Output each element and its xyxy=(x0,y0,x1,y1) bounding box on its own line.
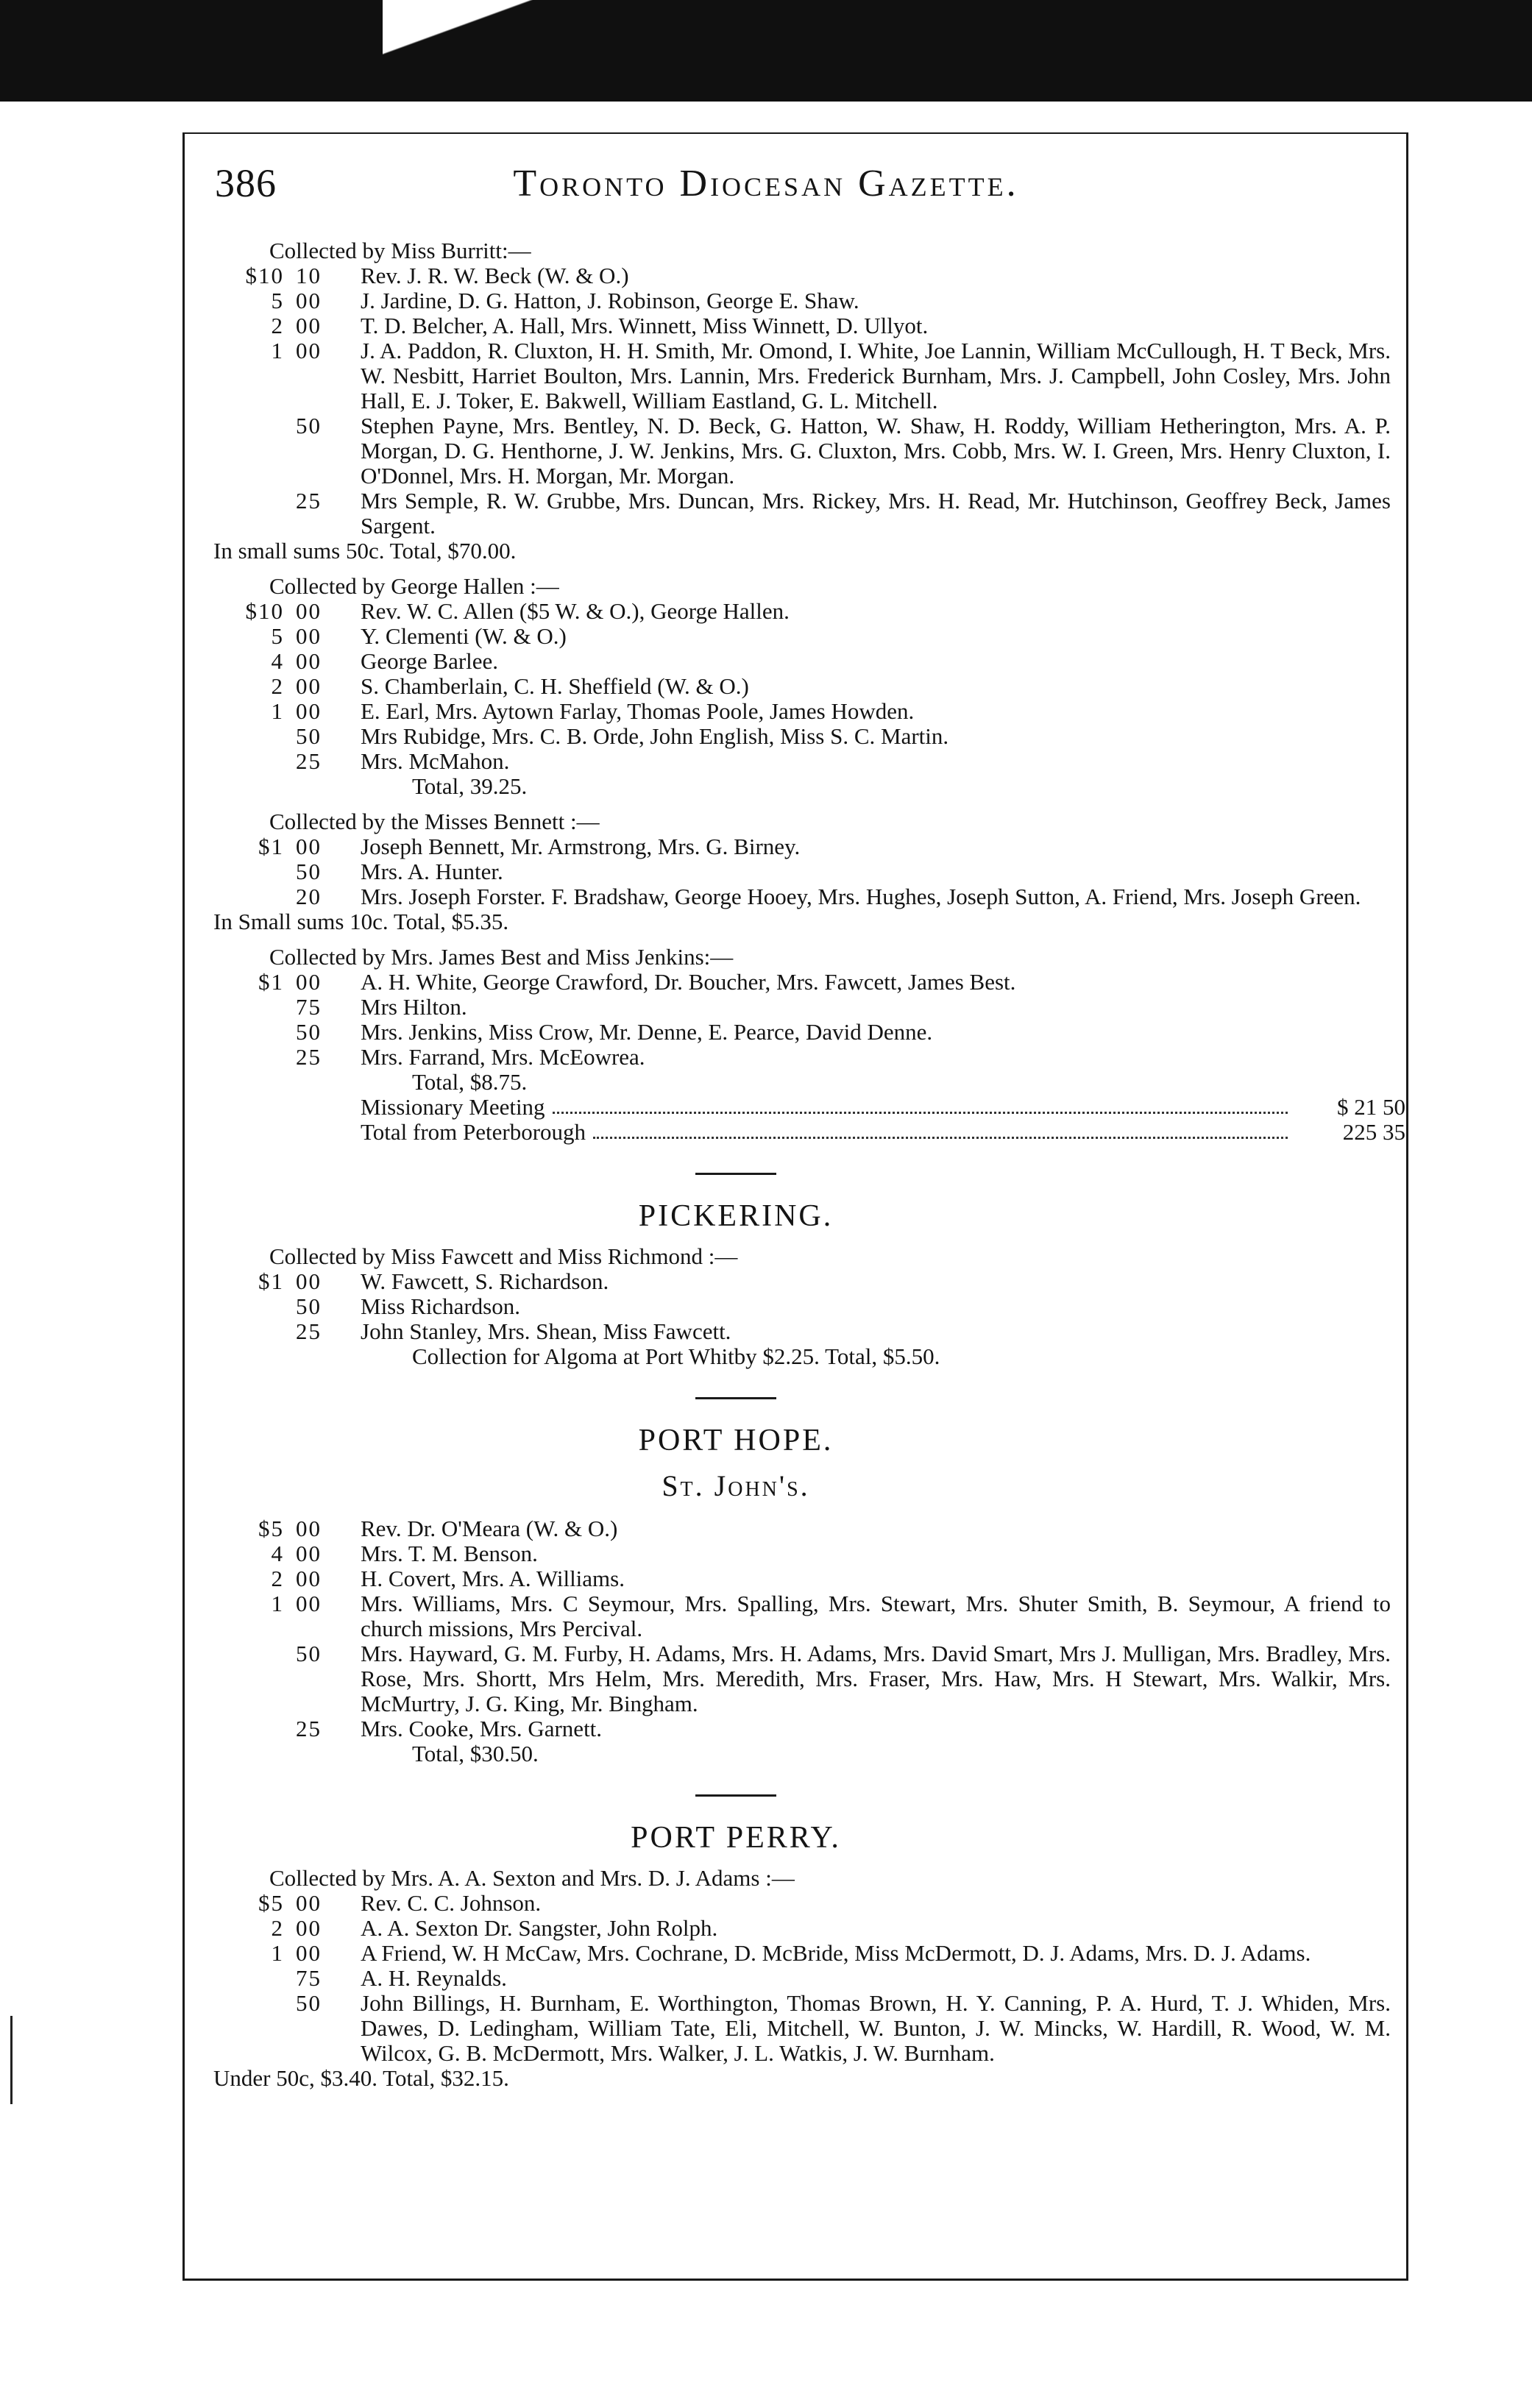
leader-dots xyxy=(593,1120,1288,1139)
cent-amount: 50 xyxy=(296,1641,322,1666)
cent-amount: 50 xyxy=(296,1990,322,2016)
list-item xyxy=(213,624,1391,649)
cent-amount: 00 xyxy=(296,673,322,699)
dollar-amount: $1 xyxy=(258,969,284,995)
donor-names: Mrs. Farrand, Mrs. McEowrea. xyxy=(361,1044,645,1070)
dollar-amount: 1 xyxy=(271,338,284,363)
donor-names: Rev. Dr. O'Meara (W. & O.) xyxy=(361,1516,618,1541)
donor-names: A Friend, W. H McCaw, Mrs. Cochrane, D. McBride, Miss McDermott, D. J. Adams, Mrs. D. J. Adams. xyxy=(361,1940,1311,1966)
donor-names: J. Jardine, D. G. Hatton, J. Robinson, George E. Shaw. xyxy=(361,288,859,313)
cent-amount: 50 xyxy=(296,1019,322,1045)
donor-names: Mrs. Hayward, G. M. Furby, H. Adams, Mrs. H. Adams, Mrs. David Smart, Mrs J. Mulligan, Mrs. Bradley, Mrs. Rose, Mrs. Shortt, Mrs Helm, Mrs. Meredith, Mrs. Fraser, Mrs. Haw, Mrs. H Stewart, Mrs. Walkir, Mrs. McMurtry, J. G. King, Mr. Bingham. xyxy=(361,1641,1391,1716)
list-item xyxy=(213,995,1391,1020)
section-divider xyxy=(695,1794,776,1797)
dollar-amount: 5 xyxy=(271,288,284,313)
cent-amount: 00 xyxy=(296,648,322,674)
cent-amount: 00 xyxy=(296,313,322,338)
list-item xyxy=(213,1269,1391,1294)
list-item xyxy=(213,834,1391,859)
donor-names: S. Chamberlain, C. H. Sheffield (W. & O.) xyxy=(361,673,749,699)
donor-names: Mrs. A. Hunter. xyxy=(361,859,503,884)
list-item xyxy=(213,1716,1391,1741)
collection-group-burritt xyxy=(213,238,1391,564)
group-footer: In small sums 50c. Total, $70.00. xyxy=(213,538,517,564)
section-heading: PICKERING. xyxy=(638,1199,834,1233)
list-item xyxy=(213,1045,1391,1070)
list-item xyxy=(213,699,1391,724)
donor-names: Rev. J. R. W. Beck (W. & O.) xyxy=(361,263,629,288)
collector-line: Collected by Mrs. A. A. Sexton and Mrs. D. J. Adams :— xyxy=(269,1865,795,1891)
list-item xyxy=(213,313,1391,338)
list-item xyxy=(213,1941,1391,1966)
cent-amount: 50 xyxy=(296,1293,322,1319)
list-item xyxy=(213,749,1391,774)
cent-amount: 00 xyxy=(296,698,322,724)
collection-group-hallen xyxy=(213,574,1391,799)
cent-amount: 00 xyxy=(296,338,322,363)
donor-names: George Barlee. xyxy=(361,648,499,674)
donor-names: Mrs. T. M. Benson. xyxy=(361,1541,538,1566)
group-total: Total, $8.75. xyxy=(412,1069,528,1095)
donor-names: Joseph Bennett, Mr. Armstrong, Mrs. G. Birney. xyxy=(361,834,801,859)
section-heading: PORT PERRY. xyxy=(631,1821,841,1855)
section-heading: PORT HOPE. xyxy=(638,1424,834,1457)
cent-amount: 75 xyxy=(296,1965,322,1991)
list-item xyxy=(213,884,1391,909)
cent-amount: 00 xyxy=(296,1541,322,1566)
dollar-amount: 5 xyxy=(271,623,284,649)
cent-amount: 50 xyxy=(296,859,322,884)
donor-names: J. A. Paddon, R. Cluxton, H. H. Smith, Mr. Omond, I. White, Joe Lannin, William McCullough, H. T Beck, Mrs. W. Nesbitt, Harriet Boulton, Mrs. Lannin, Mrs. Frederick Burnham, Mrs. J. Campbell, John Cosley, Mrs. John Hall, E. J. Toker, E. Bakwell, William Eastland, G. L. Mitchell. xyxy=(361,338,1391,413)
list-item xyxy=(213,1541,1391,1566)
cent-amount: 00 xyxy=(296,1890,322,1916)
peterborough-total-row xyxy=(361,1120,1405,1145)
page-number: 386 xyxy=(215,161,277,205)
cent-amount: 00 xyxy=(296,598,322,624)
cent-amount: 00 xyxy=(296,1566,322,1591)
donor-names: A. H. White, George Crawford, Dr. Boucher, Mrs. Fawcett, James Best. xyxy=(361,969,1016,995)
group-total: Total, 39.25. xyxy=(412,773,528,799)
donor-names: John Stanley, Mrs. Shean, Miss Fawcett. xyxy=(361,1318,731,1344)
dollar-amount: $5 xyxy=(258,1890,284,1916)
cent-amount: 00 xyxy=(296,834,322,859)
cent-amount: 00 xyxy=(296,288,322,313)
donor-names: Mrs. Jenkins, Miss Crow, Mr. Denne, E. Pearce, David Denne. xyxy=(361,1019,933,1045)
donor-names: Mrs Rubidge, Mrs. C. B. Orde, John English, Miss S. C. Martin. xyxy=(361,723,949,749)
missionary-meeting-value: $ 21 50 xyxy=(1337,1094,1405,1120)
dollar-amount: $10 xyxy=(245,598,284,624)
cent-amount: 00 xyxy=(296,1591,322,1616)
collector-line: Collected by the Misses Bennett :— xyxy=(269,809,600,834)
peterborough-total-label: Total from Peterborough xyxy=(361,1119,586,1145)
donor-names: A. H. Reynalds. xyxy=(361,1965,507,1991)
scan-fold-mark xyxy=(383,0,559,88)
list-item xyxy=(213,859,1391,884)
list-item xyxy=(213,338,1391,413)
donor-names: Mrs. Cooke, Mrs. Garnett. xyxy=(361,1716,603,1741)
page-content xyxy=(213,228,1405,2091)
donor-names: Miss Richardson. xyxy=(361,1293,520,1319)
donor-names: Y. Clementi (W. & O.) xyxy=(361,623,567,649)
cent-amount: 00 xyxy=(296,969,322,995)
collector-line: Collected by George Hallen :— xyxy=(269,573,559,599)
cent-amount: 00 xyxy=(296,1915,322,1941)
list-item xyxy=(213,1966,1391,1991)
list-item xyxy=(213,1891,1391,1916)
list-item xyxy=(213,1591,1391,1641)
list-item xyxy=(213,1991,1391,2066)
cent-amount: 75 xyxy=(296,994,322,1020)
peterborough-total-value: 225 35 xyxy=(1342,1119,1405,1145)
list-item xyxy=(213,1566,1391,1591)
list-item xyxy=(213,1020,1391,1045)
dollar-amount: 1 xyxy=(271,1591,284,1616)
donor-names: Stephen Payne, Mrs. Bentley, N. D. Beck, G. Hatton, W. Shaw, H. Roddy, William Hetherington, Mrs. A. P. Morgan, D. G. Henthorne, J. W. Jenkins, Mrs. G. Cluxton, Mrs. Cobb, Mrs. W. I. Green, Mrs. Henry Cluxton, I. O'Donnel, Mrs. H. Morgan, Mr. Morgan. xyxy=(361,413,1391,489)
list-item xyxy=(213,970,1391,995)
cent-amount: 00 xyxy=(296,1516,322,1541)
collection-group-bennett xyxy=(213,809,1391,934)
collector-line: Collected by Mrs. James Best and Miss Jenkins:— xyxy=(269,944,734,970)
dollar-amount: $5 xyxy=(258,1516,284,1541)
collector-line: Collected by Miss Fawcett and Miss Richmond :— xyxy=(269,1243,738,1269)
cent-amount: 50 xyxy=(296,723,322,749)
missionary-meeting-row xyxy=(361,1095,1405,1120)
cent-amount: 25 xyxy=(296,1044,322,1070)
collection-group-best-jenkins xyxy=(213,944,1405,1145)
port-perry-section xyxy=(213,1866,1391,2091)
list-item xyxy=(213,1641,1391,1716)
missionary-meeting-label: Missionary Meeting xyxy=(361,1094,545,1120)
section-divider xyxy=(695,1397,776,1399)
list-item xyxy=(213,1916,1391,1941)
donor-names: Mrs. Williams, Mrs. C Seymour, Mrs. Spalling, Mrs. Stewart, Mrs. Shuter Smith, B. Seymour, A friend to church missions, Mrs Percival. xyxy=(361,1591,1391,1641)
group-total: Total, $30.50. xyxy=(412,1741,539,1766)
dollar-amount: 2 xyxy=(271,313,284,338)
dollar-amount: $1 xyxy=(258,1268,284,1294)
donor-names: E. Earl, Mrs. Aytown Farlay, Thomas Poole, James Howden. xyxy=(361,698,915,724)
dollar-amount: 4 xyxy=(271,1541,284,1566)
cent-amount: 25 xyxy=(296,488,322,514)
donor-names: Mrs. McMahon. xyxy=(361,748,510,774)
list-item xyxy=(213,263,1391,288)
dollar-amount: 1 xyxy=(271,698,284,724)
list-item xyxy=(213,288,1391,313)
port-hope-section xyxy=(213,1516,1391,1766)
leader-dots xyxy=(553,1095,1288,1114)
section-divider xyxy=(695,1173,776,1175)
donor-names: A. A. Sexton Dr. Sangster, John Rolph. xyxy=(361,1915,718,1941)
list-item xyxy=(213,1516,1391,1541)
cent-amount: 20 xyxy=(296,884,322,909)
donor-names: T. D. Belcher, A. Hall, Mrs. Winnett, Miss Winnett, D. Ullyot. xyxy=(361,313,929,338)
cent-amount: 00 xyxy=(296,1268,322,1294)
scan-top-edge xyxy=(0,0,1532,102)
dollar-amount: 1 xyxy=(271,1940,284,1966)
cent-amount: 25 xyxy=(296,748,322,774)
group-footer: In Small sums 10c. Total, $5.35. xyxy=(213,909,509,934)
list-item xyxy=(213,489,1391,539)
donor-names: Mrs Semple, R. W. Grubbe, Mrs. Duncan, Mrs. Rickey, Mrs. H. Read, Mr. Hutchinson, Geoffrey Beck, James Sargent. xyxy=(361,488,1391,539)
cent-amount: 50 xyxy=(296,413,322,438)
pickering-section xyxy=(213,1244,1391,1369)
donor-names: W. Fawcett, S. Richardson. xyxy=(361,1268,609,1294)
dollar-amount: $10 xyxy=(245,263,284,288)
section-subheading: St. John's. xyxy=(662,1469,810,1502)
list-item xyxy=(213,599,1391,624)
running-head: Toronto Diocesan Gazette. xyxy=(513,163,1019,205)
cent-amount: 00 xyxy=(296,623,322,649)
dollar-amount: 4 xyxy=(271,648,284,674)
dollar-amount: $1 xyxy=(258,834,284,859)
donor-names: Rev. W. C. Allen ($5 W. & O.), George Hallen. xyxy=(361,598,790,624)
donor-names: John Billings, H. Burnham, E. Worthington, Thomas Brown, H. Y. Canning, P. A. Hurd, T. J. Whiden, Mrs. Dawes, D. Ledingham, William Tate, Eli, Mitchell, W. Bunton, J. W. Mincks, W. Hardill, R. Wood, W. M. Wilcox, G. B. McDermott, Mrs. Walker, J. L. Watkis, J. W. Burnham. xyxy=(361,1990,1391,2066)
dollar-amount: 2 xyxy=(271,673,284,699)
group-footer: Under 50c, $3.40. Total, $32.15. xyxy=(213,2065,509,2091)
dollar-amount: 2 xyxy=(271,1915,284,1941)
list-item xyxy=(213,1294,1391,1319)
pickering-footnote: Collection for Algoma at Port Whitby $2.25. Total, $5.50. xyxy=(412,1343,940,1369)
list-item xyxy=(213,649,1391,674)
donor-names: H. Covert, Mrs. A. Williams. xyxy=(361,1566,625,1591)
list-item xyxy=(213,674,1391,699)
list-item xyxy=(213,1319,1391,1344)
cent-amount: 10 xyxy=(296,263,322,288)
list-item xyxy=(213,413,1391,489)
collector-line: Collected by Miss Burritt:— xyxy=(269,238,531,263)
margin-mark xyxy=(10,2016,13,2104)
dollar-amount: 2 xyxy=(271,1566,284,1591)
list-item xyxy=(213,724,1391,749)
cent-amount: 25 xyxy=(296,1716,322,1741)
donor-names: Mrs. Joseph Forster. F. Bradshaw, George Hooey, Mrs. Hughes, Joseph Sutton, A. Friend, Mrs. Joseph Green. xyxy=(361,884,1361,909)
cent-amount: 25 xyxy=(296,1318,322,1344)
donor-names: Mrs Hilton. xyxy=(361,994,467,1020)
cent-amount: 00 xyxy=(296,1940,322,1966)
donor-names: Rev. C. C. Johnson. xyxy=(361,1890,542,1916)
